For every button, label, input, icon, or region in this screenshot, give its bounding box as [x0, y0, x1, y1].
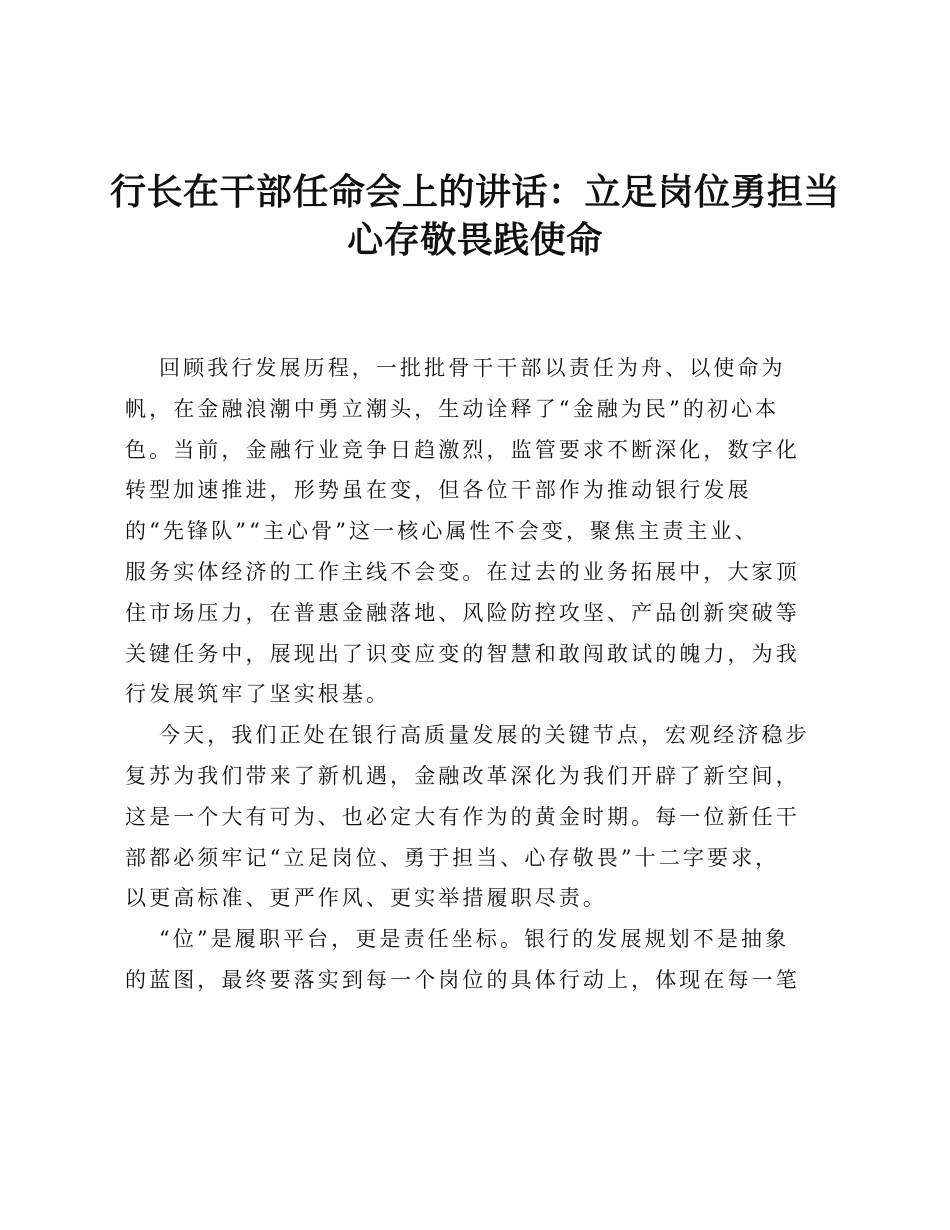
- text-line: 以更高标准、更严作风、更实举措履职尽责。: [125, 886, 607, 911]
- document-body: [125, 348, 825, 1001]
- text-line: “位”是履职平台，更是责任坐标。银行的发展规划不是抽象: [159, 927, 790, 952]
- text-line: 的蓝图，最终要落实到每一个岗位的具体行动上，体现在每一笔: [125, 967, 800, 992]
- text-line: 住市场压力，在普惠金融落地、风险防控攻坚、产品创新突破等: [125, 600, 800, 625]
- text-line: 复苏为我们带来了新机遇，金融改革深化为我们开辟了新空间，: [125, 763, 800, 788]
- text-line: 转型加速推进，形势虽在变，但各位干部作为推动银行发展: [125, 478, 752, 503]
- text-line: 这是一个大有可为、也必定大有作为的黄金时期。每一位新任干: [125, 804, 800, 829]
- paragraph-1: [125, 348, 825, 715]
- text-line: 今天，我们正处在银行高质量发展的关键节点，宏观经济稳步: [159, 723, 810, 748]
- text-line: 帆，在金融浪潮中勇立潮头，生动诠释了“金融为民”的初心本: [125, 396, 780, 421]
- document-title: [95, 168, 855, 264]
- text-line: 关键任务中，展现出了识变应变的智慧和敢闯敢试的魄力，为我: [125, 641, 800, 666]
- paragraph-3: [125, 919, 825, 1001]
- text-line: 行发展筑牢了坚实根基。: [125, 682, 391, 707]
- text-line: 部都必须牢记“立足岗位、勇于担当、心存敬畏”十二字要求，: [125, 845, 780, 870]
- text-line: 服务实体经济的工作主线不会变。在过去的业务拓展中，大家顶: [125, 559, 800, 584]
- text-line: 色。当前，金融行业竞争日趋激烈，监管要求不断深化，数字化: [125, 437, 800, 462]
- text-line: 的“先锋队”“主心骨”这一核心属性不会变，聚焦主责主业、: [125, 519, 759, 544]
- title-line-2: 心存敬畏践使命: [347, 219, 603, 261]
- title-line-1: 行长在干部任命会上的讲话：立足岗位勇担当: [109, 171, 840, 213]
- paragraph-2: [125, 715, 825, 919]
- text-line: 回顾我行发展历程，一批批骨干干部以责任为舟、以使命为: [159, 356, 786, 380]
